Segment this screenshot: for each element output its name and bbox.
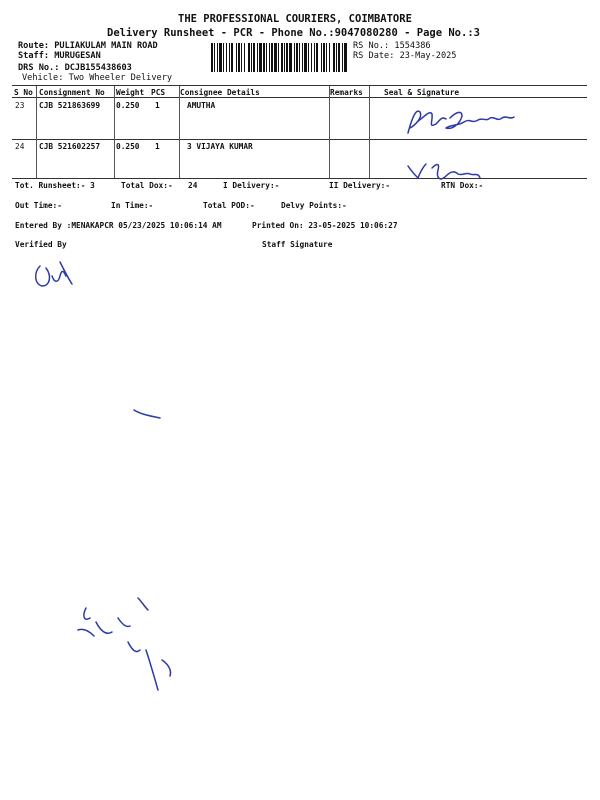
staff-signature: Staff Signature <box>262 240 333 249</box>
entered-by: Entered By :MENAKAPCR 05/23/2025 10:06:14 AM <box>15 221 222 230</box>
runsheet-subtitle: Delivery Runsheet - PCR - Phone No.:9047080280 - Page No.:3 <box>107 27 480 39</box>
delvy-points: Delvy Points:- <box>281 201 347 210</box>
company-title: THE PROFESSIONAL COURIERS, COIMBATORE <box>178 13 412 25</box>
row-consignee: AMUTHA <box>187 101 216 110</box>
rtn-dox: RTN Dox:- <box>441 181 484 190</box>
consignee-signature-1 <box>408 111 514 133</box>
column-header-signature: Seal & Signature <box>384 88 460 97</box>
margin-scribble <box>78 598 171 690</box>
row-pcs: 1 <box>155 101 160 110</box>
total-dox-value: 24 <box>188 181 198 190</box>
column-header-weight: Weight <box>116 88 145 97</box>
staff-text: Staff: MURUGESAN <box>18 51 101 61</box>
row-weight: 0.250 <box>116 142 140 151</box>
row-sno: 24 <box>15 142 25 151</box>
drs-number: DRS No.: DCJB155438603 <box>18 63 132 73</box>
column-header-consignment: Consignment No <box>39 88 105 97</box>
total-pod: Total POD:- <box>203 201 255 210</box>
row-consignee: 3 VIJAYA KUMAR <box>187 142 253 151</box>
i-delivery: I Delivery:- <box>223 181 280 190</box>
row-pcs: 1 <box>155 142 160 151</box>
column-header-sno: S No <box>14 88 33 97</box>
row-weight: 0.250 <box>116 101 140 110</box>
tot-runsheet: Tot. Runsheet:- 3 <box>15 181 95 190</box>
ii-delivery: II Delivery:- <box>329 181 391 190</box>
in-time: In Time:- <box>111 201 154 210</box>
total-dox-label: Total Dox:- <box>121 181 173 190</box>
verified-by: Verified By <box>15 240 67 249</box>
stray-pen-mark <box>134 410 160 418</box>
row-sno: 23 <box>15 101 25 110</box>
consignee-signature-2 <box>408 164 480 179</box>
verifier-initials <box>36 262 72 286</box>
column-header-consignee: Consignee Details <box>180 88 260 97</box>
out-time: Out Time:- <box>15 201 62 210</box>
column-header-pcs: PCS <box>151 88 166 97</box>
route-text: Route: PULIAKULAM MAIN ROAD <box>18 41 158 51</box>
row-consignment: CJB 521602257 <box>39 142 101 151</box>
row-consignment: CJB 521863699 <box>39 101 101 110</box>
rs-date: RS Date: 23-May-2025 <box>353 51 457 61</box>
rs-number: RS No.: 1554386 <box>353 41 431 51</box>
column-header-remarks: Remarks <box>330 88 363 97</box>
vehicle-text: Vehicle: Two Wheeler Delivery <box>22 73 173 83</box>
printed-on: Printed On: 23-05-2025 10:06:27 <box>252 221 398 230</box>
